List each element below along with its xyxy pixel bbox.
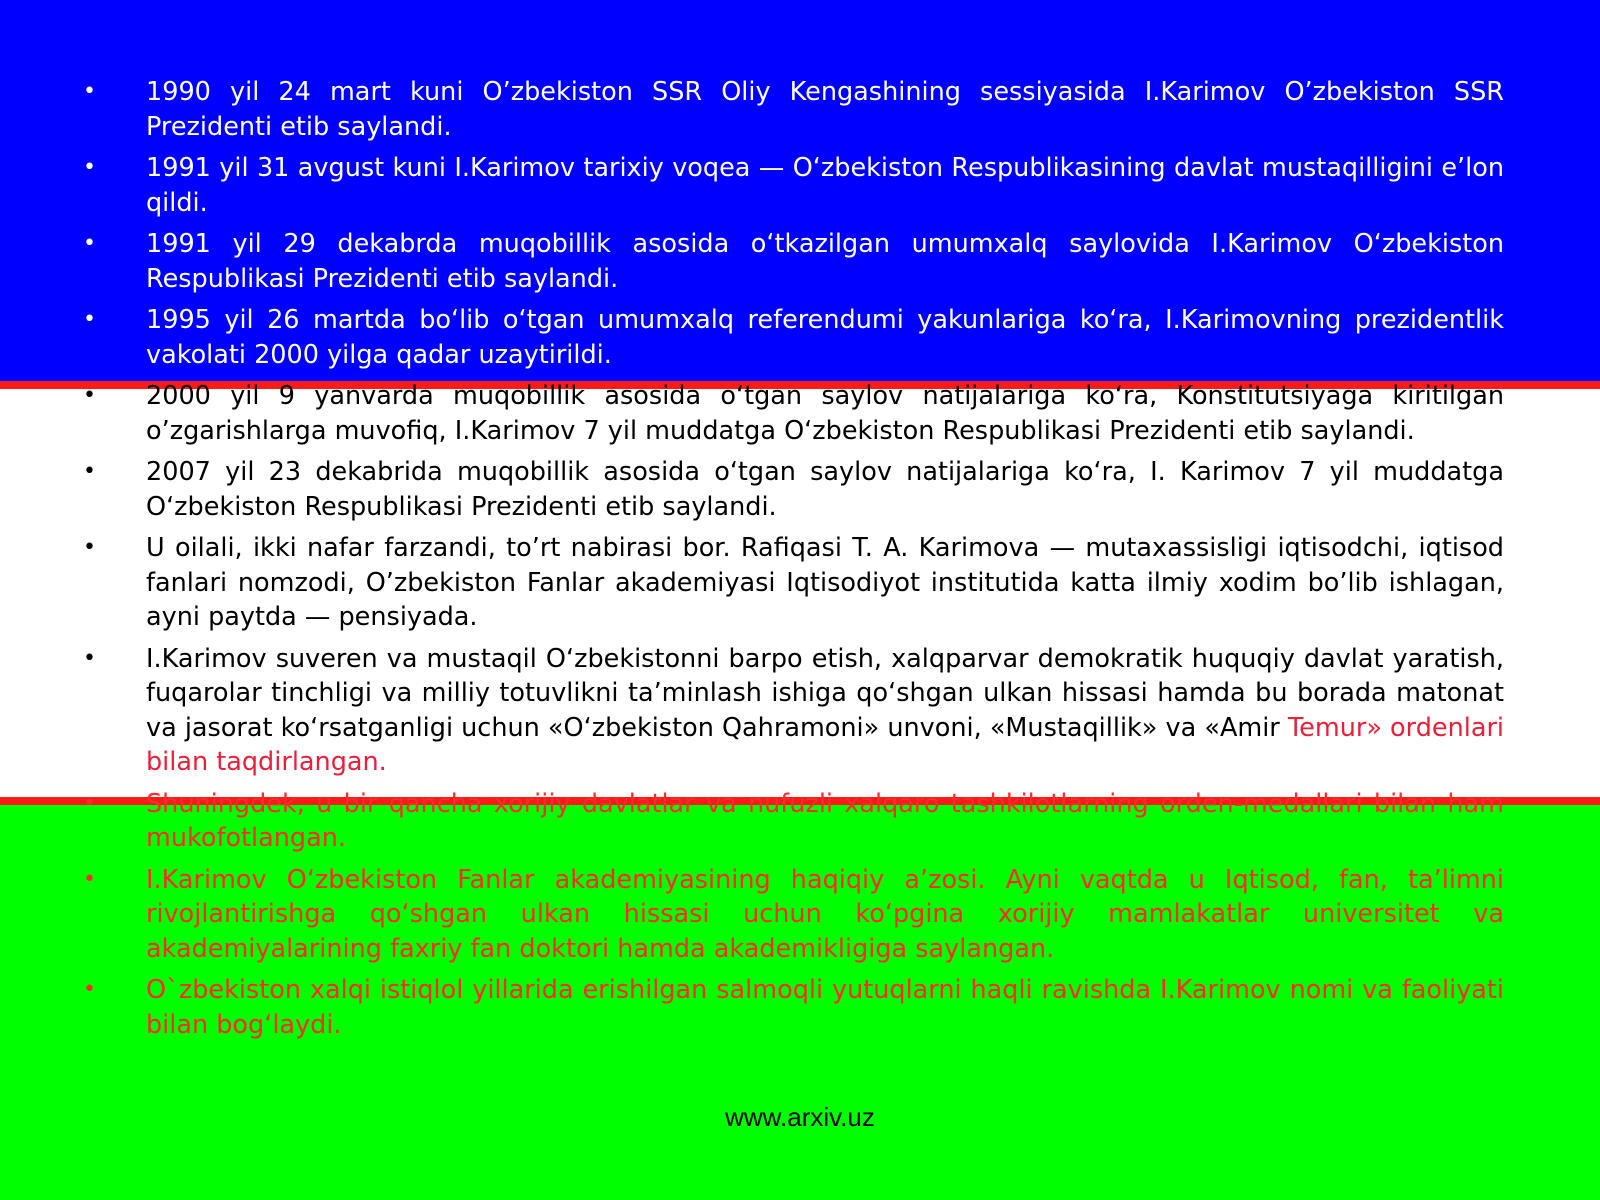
bullet-icon: • [83,977,96,1002]
bullet-icon: • [83,790,96,816]
bullet-icon: • [83,459,96,484]
list-item-text-highlight: Temur» ordenlari bilan taqdirlangan. [146,712,1505,777]
list-item-text: Shuningdek, u bir qancha xorijiy davlatlar va nufuzli xalqaro tashkilotlarning orden-medallari bilan ham mukofotlangan. [146,788,1504,853]
list-item-text: 2000 yil 9 yanvarda muqobillik asosida o‘tgan saylov natijalariga ko‘ra, Konstitutsiyaga kiritilgan o’zgarishlarga muvofiq, I.Karimov 7 yil muddatga O‘zbekiston Respublikasi Prezidenti etib saylandi. [146,381,1504,446]
list-item-text: O`zbekiston xalqi istiqlol yillarida erishilgan salmoqli yutuqlarni haqli ravishda I.Karimov nomi va faoliyati bilan bog‘laydi. [146,975,1504,1040]
list-item-text: 1991 yil 29 dekabrda muqobillik asosida o‘tkazilgan umumxalq saylovida I.Karimov O‘zbekiston Respublikasi Prezidenti etib saylandi. [146,229,1504,294]
list-item [80,379,1504,448]
list-item [80,151,1504,220]
list-item-text: I.Karimov O‘zbekiston Fanlar akademiyasining haqiqiy a’zosi. Ayni vaqtda u Iqtisod, fan, ta’limni rivojlantirishga qo‘shgan ulkan hissasi uchun ko‘pgina xorijiy mamlakatlar universitet va akademiyalarining faxriy fan doktori hamda akademikligiga saylangan. [146,864,1504,964]
list-item-text: 1995 yil 26 martda bo‘lib o‘tgan umumxalq referendumi yakunlariga ko‘ra, I.Karimovning prezidentlik vakolati 2000 yilga qadar uzaytirildi. [146,305,1504,370]
bullet-icon: • [83,645,96,671]
bullet-icon: • [83,155,96,180]
bullet-icon: • [83,383,96,408]
bullet-icon: • [83,79,96,104]
list-item [80,227,1504,296]
list-item [80,75,1504,144]
list-item [80,863,1504,967]
list-item-text: 1990 yil 24 mart kuni O’zbekiston SSR Oliy Kengashining sessiyasida I.Karimov O’zbekiston SSR Prezidenti etib saylandi. [146,77,1504,142]
list-item-text: 1991 yil 31 avgust kuni I.Karimov tarixiy voqea — O‘zbekiston Respublikasining davlat mustaqilligini e’lon qildi. [146,153,1504,218]
list-item-text: I.Karimov suveren va mustaqil O‘zbekistonni barpo etish, xalqparvar demokratik huquqiy davlat yaratish, fuqarolar tinchligi va milliy totuvlikni ta’minlash ishiga qo‘shgan ulkan hissasi hamda bu borada matonat va jasorat ko‘rsatganligi uchun «O‘zbekiston Qahramoni» unvoni, «Mustaqillik» va «Amir [146,643,1504,743]
list-item [80,787,1504,856]
bullet-icon: • [83,231,96,256]
footer-url: www.arxiv.uz [725,1102,875,1132]
list-item [80,973,1504,1042]
biography-bullet-list [80,75,1504,1049]
list-item [80,642,1504,780]
list-item [80,303,1504,372]
list-item-text: U oilali, ikki nafar farzandi, to’rt nabirasi bor. Rafiqasi T. A. Karimova — mutaxassisligi iqtisodchi, iqtisod fanlari nomzodi, O’zbekiston Fanlar akademiyasi Iqtisodiyot institutida katta ilmiy xodim bo’lib ishlagan, ayni paytda — pensiyada. [146,533,1504,632]
bullet-icon: • [83,866,96,892]
bullet-icon: • [83,307,96,332]
list-item-text: 2007 yil 23 dekabrida muqobillik asosida o‘tgan saylov natijalariga ko‘ra, I. Karimov 7 yil muddatga O‘zbekiston Respublikasi Prezidenti etib saylandi. [146,457,1504,522]
list-item [80,531,1504,635]
bullet-icon: • [83,535,96,560]
list-item [80,455,1504,524]
